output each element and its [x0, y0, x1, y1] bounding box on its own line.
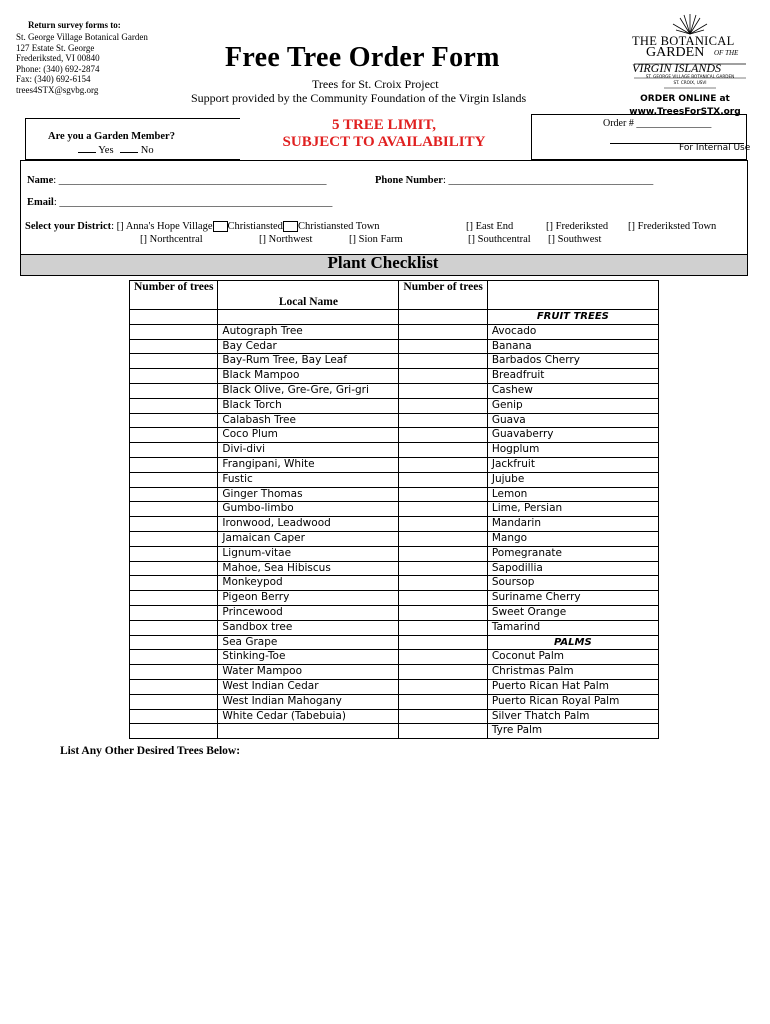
table-row	[130, 709, 659, 724]
no-label: No	[140, 145, 154, 156]
address-line: 127 Estate St. George	[16, 42, 95, 53]
address-line: Frederiksted, VI 00840	[16, 53, 100, 63]
column-header: Number of trees	[399, 281, 487, 310]
other-trees-label: List Any Other Desired Trees Below:	[60, 745, 241, 757]
local-name-cell: Frangipani, White	[218, 457, 399, 472]
checklist-title: Plant Checklist	[327, 253, 439, 272]
phone-field[interactable]	[375, 175, 653, 186]
number-of-trees-cell[interactable]	[130, 546, 218, 561]
address-line: Fax: (340) 692-6154	[16, 74, 91, 84]
tree-name-cell: Suriname Cherry	[487, 591, 658, 606]
number-of-trees-cell[interactable]	[399, 591, 487, 606]
table-row	[130, 457, 659, 472]
number-of-trees-cell[interactable]	[130, 650, 218, 665]
tree-name-cell: Guavaberry	[487, 428, 658, 443]
district-label: Select your District	[25, 221, 112, 232]
number-of-trees-cell[interactable]	[399, 487, 487, 502]
address-line: Phone: (340) 692-2874	[16, 63, 100, 74]
support-subtitle: Support provided by the Community Foundation of the Virgin Islands	[191, 91, 527, 105]
number-of-trees-cell[interactable]	[130, 561, 218, 576]
number-of-trees-cell[interactable]	[130, 679, 218, 694]
column-header: Number of trees	[130, 281, 218, 310]
tree-name-cell: Coconut Palm	[487, 650, 658, 665]
category-header: FRUIT TREES	[487, 310, 658, 325]
local-name-cell: Sea Grape	[218, 635, 399, 650]
no-checkbox[interactable]	[120, 143, 138, 153]
table-row	[130, 310, 659, 325]
table-row	[130, 472, 659, 487]
page-title: Free Tree Order Form	[225, 42, 500, 73]
limit-line: 5 TREE LIMIT,	[331, 117, 437, 133]
return-address-title: Return survey forms to:	[28, 20, 121, 30]
tree-name-cell: Silver Thatch Palm	[487, 709, 658, 724]
table-row	[130, 369, 659, 384]
number-of-trees-cell[interactable]	[399, 724, 487, 739]
table-row	[130, 428, 659, 443]
number-of-trees-cell[interactable]	[399, 413, 487, 428]
local-name-cell: Black Olive, Gre-Gre, Gri-gri	[218, 383, 399, 398]
number-of-trees-cell[interactable]	[130, 605, 218, 620]
internal-use-label: For Internal Use	[679, 143, 751, 153]
logo-text: VIRGIN ISLANDS	[632, 61, 721, 75]
tree-name-cell: Sapodillia	[487, 561, 658, 576]
local-name-cell: Black Torch	[218, 398, 399, 413]
local-name-cell: Stinking-Toe	[218, 650, 399, 665]
local-name-cell: Calabash Tree	[218, 413, 399, 428]
number-of-trees-cell[interactable]	[399, 472, 487, 487]
district-option[interactable]: [] East End	[466, 221, 514, 232]
table-row	[130, 502, 659, 517]
number-of-trees-cell[interactable]	[130, 724, 218, 739]
table-row	[130, 339, 659, 354]
email-label: Email	[27, 197, 54, 208]
number-of-trees-cell[interactable]	[399, 339, 487, 354]
tree-name-cell: Sweet Orange	[487, 605, 658, 620]
number-of-trees-cell[interactable]	[130, 591, 218, 606]
number-of-trees-cell[interactable]	[399, 443, 487, 458]
number-of-trees-cell[interactable]	[130, 413, 218, 428]
local-name-cell: Black Mampoo	[218, 369, 399, 384]
number-of-trees-cell[interactable]	[399, 354, 487, 369]
table-row	[130, 694, 659, 709]
number-of-trees-cell[interactable]	[399, 398, 487, 413]
district-row-1	[25, 221, 380, 232]
column-header-empty	[487, 281, 658, 310]
number-of-trees-cell[interactable]	[130, 487, 218, 502]
logo-text: ST. CROIX, USVI	[673, 80, 707, 85]
district-option[interactable]: Christiansted Town	[297, 221, 380, 232]
table-row	[130, 561, 659, 576]
tree-name-cell: Mango	[487, 531, 658, 546]
local-name-cell: Jamaican Caper	[218, 531, 399, 546]
number-of-trees-cell[interactable]	[399, 457, 487, 472]
tree-name-cell: Tyre Palm	[487, 724, 658, 739]
local-name-cell	[218, 310, 399, 325]
number-of-trees-cell[interactable]	[399, 679, 487, 694]
number-of-trees-cell[interactable]	[130, 369, 218, 384]
number-of-trees-cell[interactable]	[399, 576, 487, 591]
table-row	[130, 576, 659, 591]
tree-name-cell: Christmas Palm	[487, 665, 658, 680]
district-option[interactable]: [] Northcentral	[140, 234, 203, 245]
table-row	[130, 487, 659, 502]
table-row	[130, 591, 659, 606]
phone-blank: : _______________________________________	[442, 175, 654, 186]
tree-name-cell: Breadfruit	[487, 369, 658, 384]
plant-checklist-table	[129, 280, 659, 739]
table-row	[130, 724, 659, 739]
number-of-trees-cell[interactable]	[130, 339, 218, 354]
local-name-cell: Ironwood, Leadwood	[218, 517, 399, 532]
tree-limit-notice	[262, 117, 506, 151]
local-name-cell: Coco Plum	[218, 428, 399, 443]
number-of-trees-cell[interactable]	[130, 620, 218, 635]
number-of-trees-cell[interactable]	[399, 665, 487, 680]
local-name-cell: Bay Cedar	[218, 339, 399, 354]
empty-cell	[399, 635, 487, 650]
yes-checkbox[interactable]	[78, 143, 96, 153]
table-row	[130, 324, 659, 339]
table-row	[130, 620, 659, 635]
local-name-cell: Monkeypod	[218, 576, 399, 591]
number-of-trees-cell[interactable]	[399, 620, 487, 635]
project-subtitle: Trees for St. Croix Project	[312, 77, 439, 91]
district-option[interactable]: [] Frederiksted	[546, 221, 609, 232]
district-option[interactable]: [] Southcentral	[468, 234, 531, 245]
name-field[interactable]	[27, 175, 327, 186]
address-line: St. George Village Botanical Garden	[16, 32, 148, 42]
tree-name-cell: Lime, Persian	[487, 502, 658, 517]
table-row	[130, 650, 659, 665]
local-name-cell	[218, 724, 399, 739]
local-name-cell: Mahoe, Sea Hibiscus	[218, 561, 399, 576]
number-of-trees-cell[interactable]	[399, 428, 487, 443]
tree-name-cell: Hogplum	[487, 443, 658, 458]
local-name-cell: Gumbo-limbo	[218, 502, 399, 517]
number-of-trees-cell[interactable]	[130, 517, 218, 532]
botanical-garden-logo	[628, 10, 752, 90]
tree-name-cell: Tamarind	[487, 620, 658, 635]
phone-label: Phone Number	[375, 175, 443, 186]
tree-name-cell: Banana	[487, 339, 658, 354]
district-option[interactable]: [] Sion Farm	[349, 234, 403, 245]
table-row	[130, 635, 659, 650]
number-of-trees-cell[interactable]	[130, 694, 218, 709]
checkbox[interactable]	[283, 221, 298, 232]
table-row	[130, 354, 659, 369]
logo-text: OF THE	[714, 49, 739, 57]
tree-name-cell: Jackfruit	[487, 457, 658, 472]
tree-name-cell: Puerto Rican Hat Palm	[487, 679, 658, 694]
logo-text: GARDEN	[646, 45, 705, 60]
number-of-trees-cell[interactable]	[130, 398, 218, 413]
number-of-trees-cell[interactable]	[399, 531, 487, 546]
number-of-trees-cell[interactable]	[130, 502, 218, 517]
local-name-cell: Fustic	[218, 472, 399, 487]
local-name-cell: White Cedar (Tabebuia)	[218, 709, 399, 724]
number-of-trees-cell[interactable]	[399, 502, 487, 517]
district-option[interactable]: : [] Anna's Hope Village	[111, 221, 213, 232]
local-name-cell: Water Mampoo	[218, 665, 399, 680]
tree-name-cell: Genip	[487, 398, 658, 413]
tree-name-cell: Avocado	[487, 324, 658, 339]
order-number-blank: _______________	[636, 118, 712, 129]
number-of-trees-cell[interactable]	[130, 709, 218, 724]
order-online-label: ORDER ONLINE at	[640, 94, 730, 104]
table-row	[130, 398, 659, 413]
limit-line: SUBJECT TO AVAILABILITY	[282, 134, 486, 150]
tree-name-cell: Cashew	[487, 383, 658, 398]
email-blank: : ____________________________________________________	[53, 197, 333, 208]
number-of-trees-cell[interactable]	[130, 635, 218, 650]
district-option[interactable]: Christiansted	[227, 221, 283, 232]
checkbox[interactable]	[213, 221, 228, 232]
number-of-trees-cell[interactable]	[399, 605, 487, 620]
tree-name-cell: Jujube	[487, 472, 658, 487]
table-row	[130, 605, 659, 620]
tree-name-cell: Pomegranate	[487, 546, 658, 561]
district-option[interactable]: [] Frederiksted Town	[628, 221, 717, 232]
tree-name-cell: Puerto Rican Royal Palm	[487, 694, 658, 709]
return-address	[16, 32, 148, 95]
yes-label: Yes	[98, 145, 114, 156]
logo-text: ST. GEORGE VILLAGE BOTANICAL GARDEN	[645, 74, 735, 79]
number-of-trees-cell[interactable]	[399, 650, 487, 665]
district-option[interactable]: [] Southwest	[548, 234, 602, 245]
local-name-cell: Princewood	[218, 605, 399, 620]
local-name-cell: Ginger Thomas	[218, 487, 399, 502]
tree-name-cell: Soursop	[487, 576, 658, 591]
name-blank: : ___________________________________________________	[53, 175, 327, 186]
logo-text: THE BOTANICAL	[632, 34, 735, 48]
table-row	[130, 679, 659, 694]
tree-name-cell: Guava	[487, 413, 658, 428]
number-of-trees-cell[interactable]	[130, 531, 218, 546]
empty-cell	[399, 310, 487, 325]
number-of-trees-cell[interactable]	[130, 383, 218, 398]
order-online-link[interactable]: www.TreesForSTX.org	[629, 107, 741, 117]
local-name-cell: Autograph Tree	[218, 324, 399, 339]
number-of-trees-cell[interactable]	[130, 472, 218, 487]
number-of-trees-cell[interactable]	[130, 310, 218, 325]
number-of-trees-cell[interactable]	[399, 546, 487, 561]
member-question: Are you a Garden Member?	[48, 131, 175, 142]
district-option[interactable]: [] Northwest	[259, 234, 313, 245]
tree-name-cell: Lemon	[487, 487, 658, 502]
number-of-trees-cell[interactable]	[399, 709, 487, 724]
local-name-cell: Lignum-vitae	[218, 546, 399, 561]
number-of-trees-cell[interactable]	[130, 354, 218, 369]
number-of-trees-cell[interactable]	[130, 443, 218, 458]
column-header: Local Name	[218, 281, 399, 310]
email-field[interactable]	[27, 197, 332, 208]
name-label: Name	[27, 175, 54, 186]
table-header-row	[130, 281, 659, 310]
category-header: PALMS	[487, 635, 658, 650]
number-of-trees-cell[interactable]	[399, 694, 487, 709]
number-of-trees-cell[interactable]	[130, 576, 218, 591]
number-of-trees-cell[interactable]	[130, 457, 218, 472]
local-name-cell: Divi-divi	[218, 443, 399, 458]
local-name-cell: West Indian Mahogany	[218, 694, 399, 709]
number-of-trees-cell[interactable]	[399, 369, 487, 384]
order-number-label: Order #	[603, 118, 634, 129]
table-row	[130, 413, 659, 428]
table-row	[130, 383, 659, 398]
number-of-trees-cell[interactable]	[130, 665, 218, 680]
local-name-cell: West Indian Cedar	[218, 679, 399, 694]
address-email: trees4STX@sgvbg.org	[16, 84, 99, 95]
member-options	[78, 143, 154, 156]
number-of-trees-cell[interactable]	[399, 383, 487, 398]
number-of-trees-cell[interactable]	[130, 324, 218, 339]
number-of-trees-cell[interactable]	[399, 561, 487, 576]
local-name-cell: Pigeon Berry	[218, 591, 399, 606]
local-name-cell: Sandbox tree	[218, 620, 399, 635]
local-name-cell: Bay-Rum Tree, Bay Leaf	[218, 354, 399, 369]
table-row	[130, 546, 659, 561]
table-row	[130, 443, 659, 458]
order-number-field[interactable]	[603, 118, 711, 129]
number-of-trees-cell[interactable]	[130, 428, 218, 443]
table-row	[130, 517, 659, 532]
number-of-trees-cell[interactable]	[399, 324, 487, 339]
tree-name-cell: Barbados Cherry	[487, 354, 658, 369]
table-row	[130, 531, 659, 546]
number-of-trees-cell[interactable]	[399, 517, 487, 532]
tree-name-cell: Mandarin	[487, 517, 658, 532]
table-row	[130, 665, 659, 680]
